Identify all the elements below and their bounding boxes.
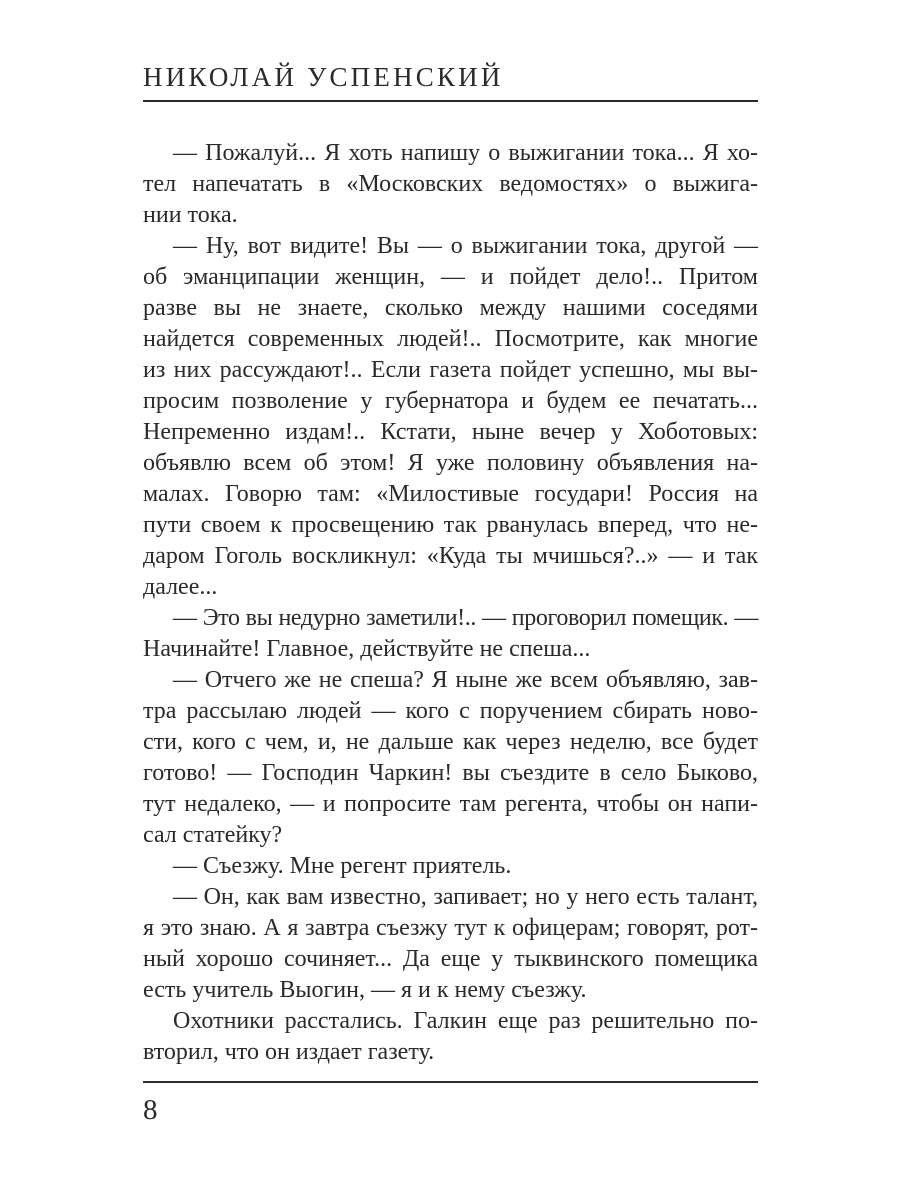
text-line: об эманципации женщин, — и пойдет дело!.. Притом	[143, 264, 758, 290]
text-line: — Это вы недурно заметили!.. — проговорил помещик. —	[173, 605, 758, 631]
text-line: сти, кого с чем, и, не дальше как через неделю, все будет	[143, 729, 758, 755]
text-line: — Ну, вот видите! Вы — о выжигании тока, другой —	[173, 233, 758, 259]
header-rule	[143, 100, 758, 102]
text-line: объявлю всем об этом! Я уже половину объявления на-	[143, 450, 758, 476]
body-text	[143, 138, 758, 1068]
text-line: — Он, как вам известно, запивает; но у него есть талант,	[173, 884, 758, 910]
text-line: ный хорошо сочиняет... Да еще у тыквинского помещика	[143, 946, 758, 972]
text-line: Начинайте! Главное, действуйте не спеша...	[143, 636, 591, 662]
text-line: Охотники расстались. Галкин еще раз решительно по-	[173, 1008, 758, 1034]
text-line: есть учитель Выогин, — я и к нему съезжу.	[143, 977, 587, 1003]
text-line: малах. Говорю там: «Милостивые государи! Россия на	[143, 481, 758, 507]
text-line: вторил, что он издает газету.	[143, 1039, 435, 1065]
text-line: даром Гоголь воскликнул: «Куда ты мчишься?..» — и так	[143, 543, 758, 569]
text-line: просим позволение у губернатора и будем ее печатать...	[143, 388, 758, 414]
text-line: я это знаю. А я завтра съезжу тут к офицерам; говорят, рот-	[143, 915, 758, 941]
text-line: найдется современных людей!.. Посмотрите, как многие	[143, 326, 758, 352]
text-line: пути своем к просвещению так рванулась вперед, что не-	[143, 512, 758, 538]
text-line: тел напечатать в «Московских ведомостях» о выжига-	[143, 171, 758, 197]
text-line: — Пожалуй... Я хоть напишу о выжигании тока... Я хо-	[173, 140, 758, 166]
text-line: разве вы не знаете, сколько между нашими соседями	[143, 295, 758, 321]
page-number: 8	[143, 1094, 158, 1126]
running-head-author: НИКОЛАЙ УСПЕНСКИЙ	[143, 62, 504, 92]
text-line: сал статейку?	[143, 822, 283, 848]
text-line: далее...	[143, 574, 218, 600]
text-line: — Отчего же не спеша? Я ныне же всем объявляю, зав-	[173, 667, 758, 693]
text-line: Непременно издам!.. Кстати, ныне вечер у Хоботовых:	[143, 419, 758, 445]
text-line: тут недалеко, — и попросите там регента, чтобы он напи-	[143, 791, 758, 817]
text-line: — Съезжу. Мне регент приятель.	[173, 853, 512, 879]
text-line: из них рассуждают!.. Если газета пойдет успешно, мы вы-	[143, 357, 758, 383]
text-line: нии тока.	[143, 202, 238, 228]
footer-rule	[143, 1081, 758, 1083]
text-line: готово! — Господин Чаркин! вы съездите в село Быково,	[143, 760, 758, 786]
text-line: тра рассылаю людей — кого с поручением сбирать ново-	[143, 698, 758, 724]
